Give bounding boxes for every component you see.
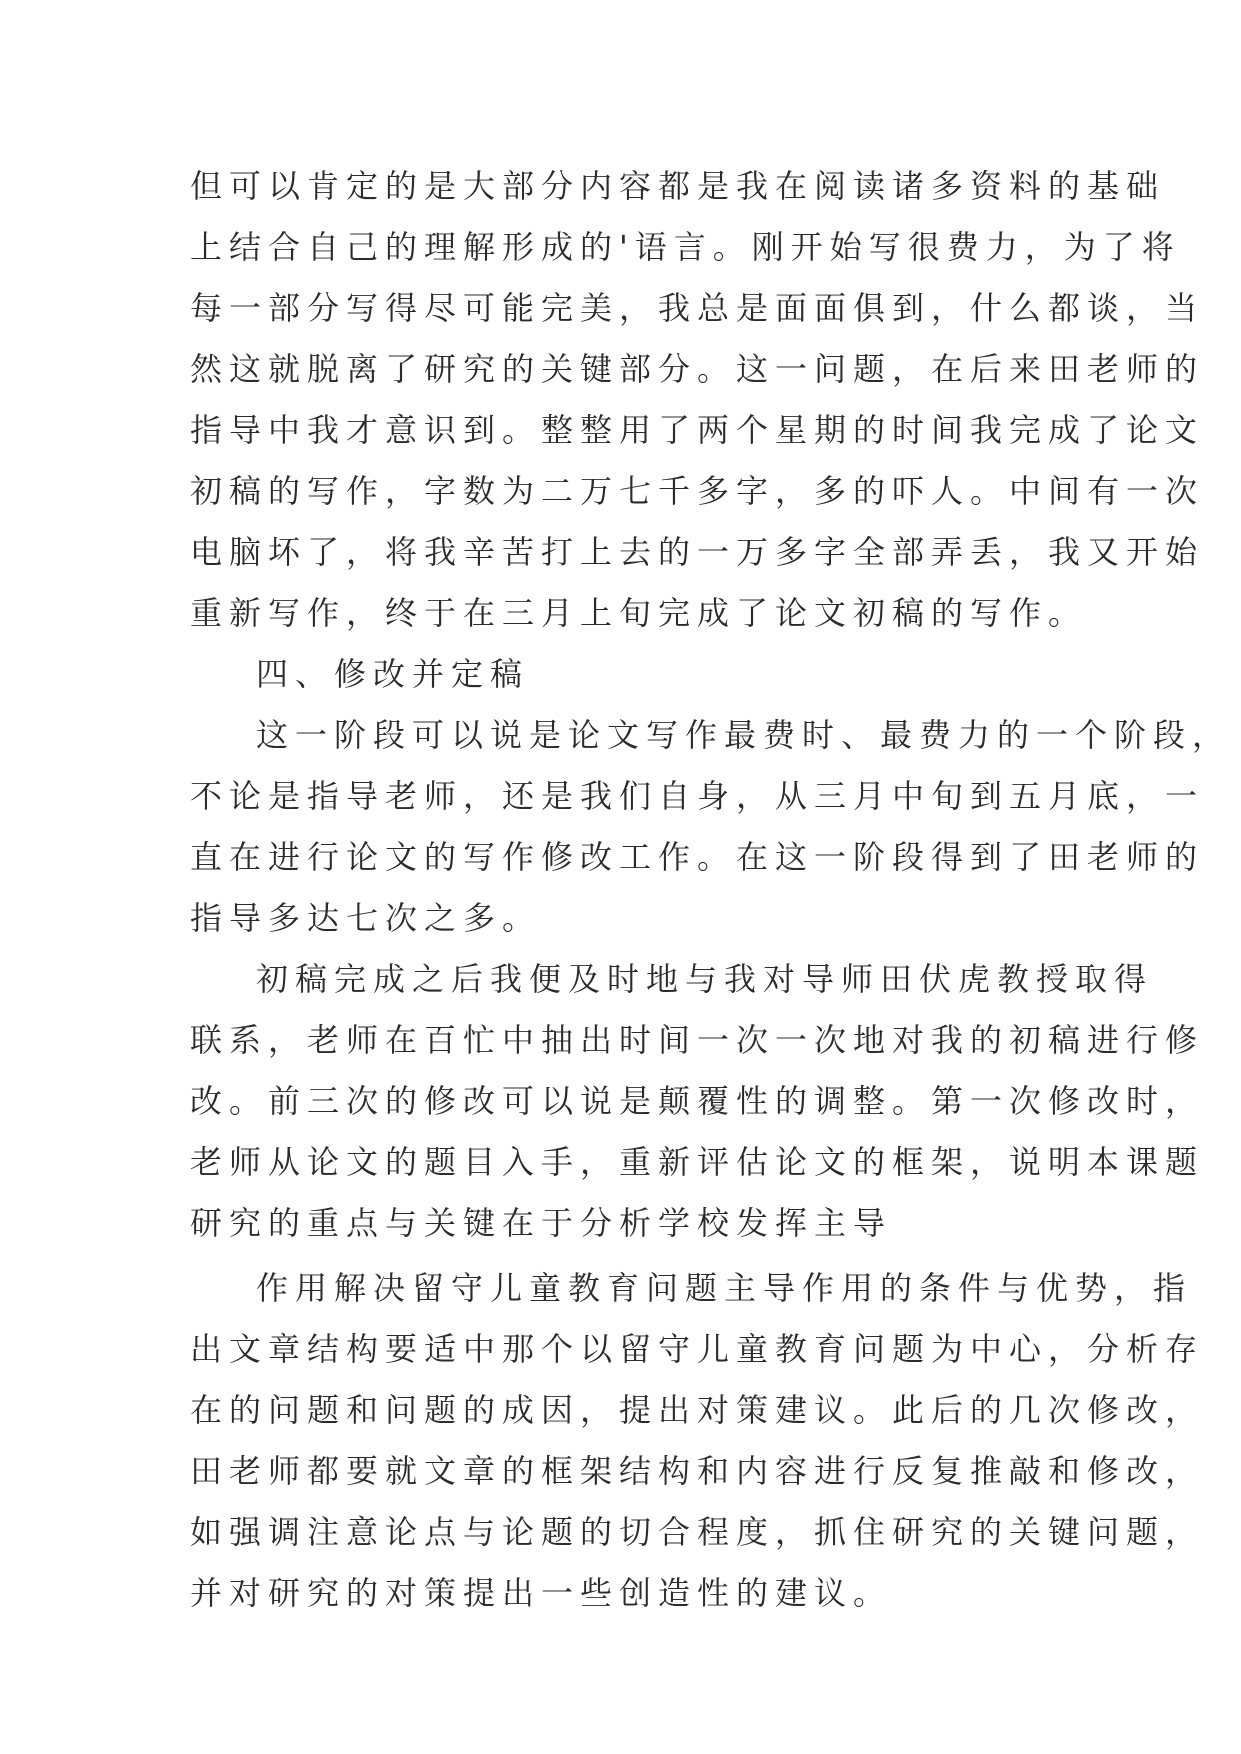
text-line: 每一部分写得尽可能完美，我总是面面俱到，什么都谈，当 — [190, 289, 1205, 327]
text-line: 电脑坏了，将我辛苦打上去的一万多字全部弄丢，我又开始 — [190, 533, 1205, 571]
text-line: 初稿的写作，字数为二万七千多字，多的吓人。中间有一次 — [190, 472, 1205, 510]
text-line: 指导多达七次之多。 — [190, 899, 542, 937]
text-line: 联系，老师在百忙中抽出时间一次一次地对我的初稿进行修 — [190, 1021, 1205, 1059]
text-line: 改。前三次的修改可以说是颠覆性的调整。第一次修改时， — [190, 1082, 1205, 1120]
text-line: 初稿完成之后我便及时地与我对导师田伏虎教授取得 — [256, 960, 1154, 998]
text-line: 指导中我才意识到。整整用了两个星期的时间我完成了论文 — [190, 411, 1205, 449]
text-line: 并对研究的对策提出一些创造性的建议。 — [190, 1574, 893, 1612]
text-line: 作用解决留守儿童教育问题主导作用的条件与优势，指 — [256, 1269, 1193, 1307]
text-line: 不论是指导老师，还是我们自身，从三月中旬到五月底，一 — [190, 777, 1205, 815]
text-line: 重新写作，终于在三月上旬完成了论文初稿的写作。 — [190, 594, 1088, 632]
text-line: 如强调注意论点与论题的切合程度，抓住研究的关键问题， — [190, 1513, 1205, 1551]
text-line: 但可以肯定的是大部分内容都是我在阅读诸多资料的基础 — [190, 167, 1166, 205]
document-body — [190, 156, 1232, 1624]
text-line: 老师从论文的题目入手，重新评估论文的框架，说明本课题 — [190, 1143, 1205, 1181]
section-heading: 四、修改并定稿 — [256, 655, 530, 693]
text-line: 研究的重点与关键在于分析学校发挥主导 — [190, 1204, 893, 1242]
text-line: 然这就脱离了研究的关键部分。这一问题，在后来田老师的 — [190, 350, 1205, 388]
text-line: 田老师都要就文章的框架结构和内容进行反复推敲和修改， — [190, 1452, 1205, 1490]
text-line: 在的问题和问题的成因，提出对策建议。此后的几次修改， — [190, 1391, 1205, 1429]
text-line: 这一阶段可以说是论文写作最费时、最费力的一个阶段， — [256, 716, 1232, 754]
text-line: 直在进行论文的写作修改工作。在这一阶段得到了田老师的 — [190, 838, 1205, 876]
text-line: 上结合自己的理解形成的'语言。刚开始写很费力，为了将 — [190, 228, 1181, 266]
text-line: 出文章结构要适中那个以留守儿童教育问题为中心，分析存 — [190, 1330, 1205, 1368]
